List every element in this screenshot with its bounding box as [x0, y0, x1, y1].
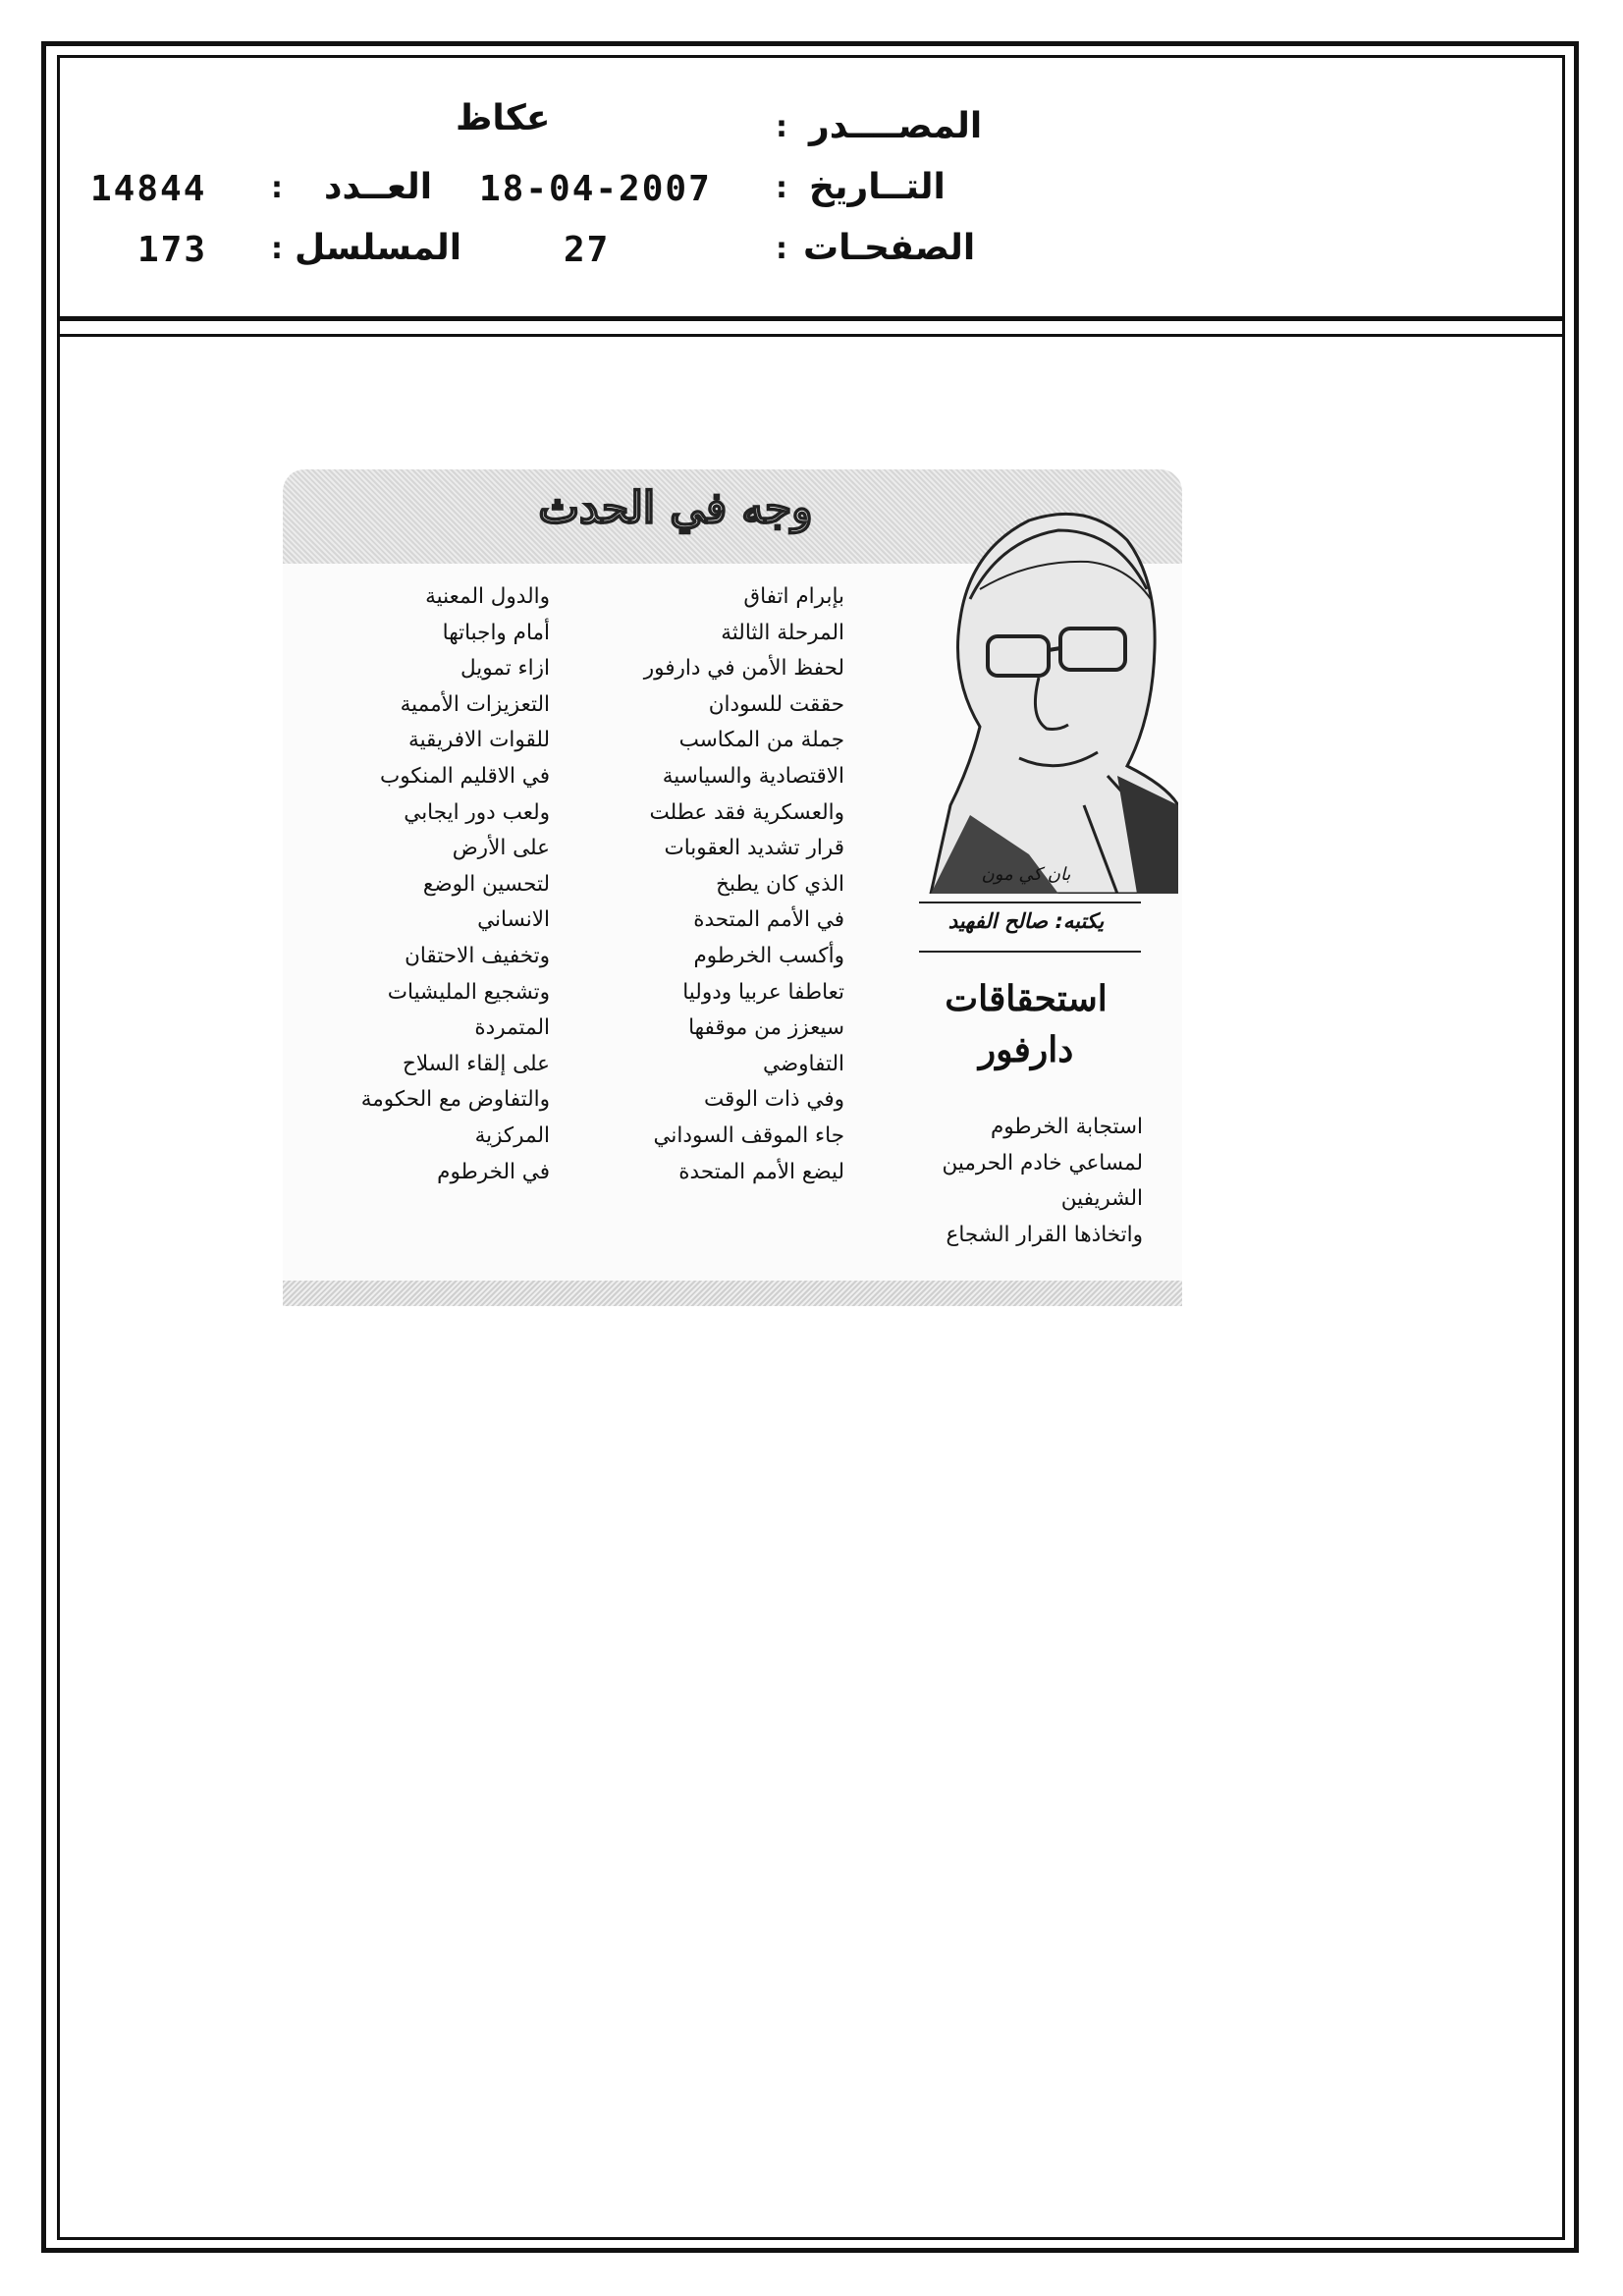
- article-column-middle: [550, 579, 844, 1190]
- headline-line-1: استحقاقات: [945, 978, 1108, 1019]
- issue-colon: :: [271, 171, 283, 205]
- article-line: ازاء تمويل: [460, 656, 550, 682]
- source-colon: :: [776, 110, 787, 144]
- date-label: التــاريخ: [809, 167, 946, 207]
- article-line: الذي كان يطبخ: [716, 871, 844, 897]
- serial-colon: :: [271, 232, 283, 266]
- article-line: لمساعي خادم الحرمين: [942, 1150, 1143, 1175]
- article-line: تعاطفا عربيا ودوليا: [682, 979, 844, 1005]
- source-value: عكاظ: [456, 98, 551, 138]
- article-line: جملة من المكاسب: [678, 728, 844, 753]
- article-line: أمام واجباتها: [442, 620, 550, 645]
- article-line: واتخاذها القرار الشجاع: [946, 1222, 1143, 1247]
- article-line: سيعزز من موقفها: [688, 1015, 844, 1041]
- source-label: المصــــدر: [809, 106, 983, 146]
- portrait-caption: بان كي مون: [981, 864, 1071, 885]
- article-line: لتحسين الوضع: [422, 871, 550, 897]
- date-colon: :: [776, 171, 787, 205]
- article-line: في الأمم المتحدة: [693, 907, 844, 933]
- article-line: والعسكرية فقد عطلت: [649, 799, 844, 825]
- article-line: المركزية: [474, 1122, 550, 1148]
- article-line: استجابة الخرطوم: [990, 1115, 1143, 1139]
- pages-value: 27: [564, 230, 611, 270]
- article-line: التفاوضي: [763, 1051, 844, 1076]
- article-line: المتمردة: [474, 1015, 550, 1041]
- byline: يكتبه: صالح الفهيد: [947, 909, 1105, 933]
- article-line: وفي ذات الوقت: [703, 1087, 844, 1113]
- article-line: بإبرام اتفاق: [743, 584, 844, 609]
- newspaper-clipping: [283, 469, 1182, 1306]
- headline-line-2: دارفور: [978, 1029, 1074, 1070]
- header-divider: [57, 316, 1565, 321]
- pages-label: الصفحـات: [803, 228, 976, 268]
- portrait-illustration: [911, 481, 1178, 894]
- article-line: ولعب دور ايجابي: [404, 799, 550, 825]
- date-value: 18-04-2007: [479, 169, 712, 209]
- serial-label: المسلسل: [295, 228, 462, 268]
- article-line: في الاقليم المنكوب: [380, 763, 550, 789]
- article-line: وأكسب الخرطوم: [693, 943, 844, 968]
- clipping-footer-strip: [283, 1281, 1182, 1306]
- banner-title: وجه في الحدث: [538, 483, 813, 533]
- article-column-right: [892, 1110, 1143, 1253]
- article-line: ليضع الأمم المتحدة: [678, 1159, 844, 1184]
- article-line: حققت للسودان: [708, 691, 844, 717]
- article-line: على الأرض: [452, 836, 550, 861]
- article-line: الشريفين: [1060, 1186, 1143, 1212]
- article-line: المرحلة الثالثة: [721, 620, 844, 645]
- issue-value: 14844: [90, 169, 207, 209]
- serial-value: 173: [137, 230, 208, 270]
- article-line: على إلقاء السلاح: [402, 1051, 550, 1076]
- article-line: وتخفيف الاحتقان: [405, 943, 550, 968]
- article-line: الاقتصادية والسياسية: [662, 763, 844, 789]
- article-line: جاء الموقف السوداني: [653, 1122, 844, 1148]
- article-line: في الخرطوم: [437, 1159, 550, 1184]
- article-line: لحفظ الأمن في دارفور: [643, 656, 844, 682]
- article-line: للقوات الافريقية: [408, 728, 550, 753]
- article-line: الانساني: [477, 907, 550, 933]
- article-line: والدول المعنية: [425, 584, 550, 609]
- byline-top-rule: [919, 902, 1141, 903]
- article-line: وتشجيع المليشيات: [387, 979, 550, 1005]
- article-line: والتفاوض مع الحكومة: [360, 1087, 550, 1113]
- article-line: التعزيزات الأممية: [400, 691, 550, 717]
- byline-bottom-rule: [919, 951, 1141, 953]
- issue-label: العــدد: [324, 167, 433, 207]
- pages-colon: :: [776, 232, 787, 266]
- article-column-left: [285, 579, 550, 1190]
- article-line: قرار تشديد العقوبات: [664, 836, 844, 861]
- header-divider-inner: [57, 334, 1565, 337]
